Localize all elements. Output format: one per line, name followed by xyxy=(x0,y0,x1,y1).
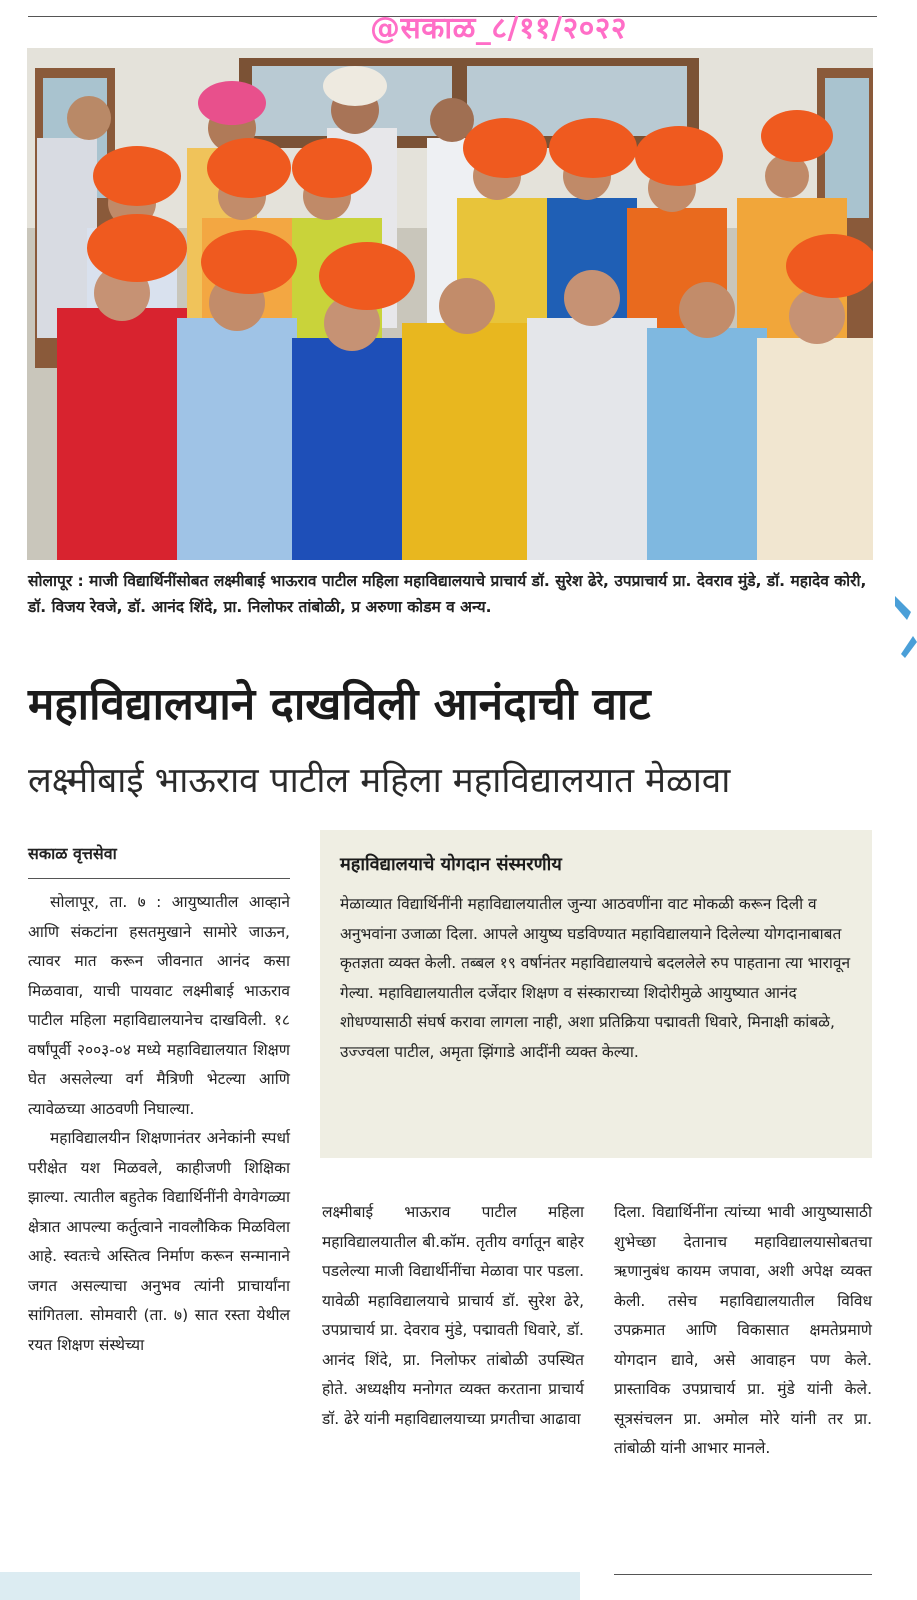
byline: सकाळ वृत्तसेवा xyxy=(28,844,117,863)
article-column-2 xyxy=(322,1198,584,1434)
byline-divider xyxy=(28,878,290,879)
headline: महाविद्यालयाने दाखविली आनंदाची वाट xyxy=(28,679,651,730)
article-paragraph: महाविद्यालयीन शिक्षणानंतर अनेकांनी स्पर्धा परीक्षेत यश मिळवले, काहीजणी शिक्षिका झाल्या. त्यातील बहुतेक विद्यार्थिनींनी वेगवेगळ्या क्षेत्रात आपल्या कर्तुत्वाने नावलौकिक मिळविला आहे. स्वतःचे अस्तित्व निर्माण करून सन्मानाने जगत असल्याचा अनुभव त्यांनी प्राचार्यांना सांगितला. सोमवारी (ता. ७) सात रस्ता येथील रयत शिक्षण संस्थेच्या xyxy=(28,1129,290,1354)
article-column-1 xyxy=(28,888,290,1360)
bottom-divider xyxy=(614,1574,872,1575)
article-paragraph: दिला. विद्यार्थिनींना त्यांच्या भावी आयुष्यासाठी शुभेच्छा देतानाच महाविद्यालयासोबतचा ऋणानुबंध कायम जपावा, अशी अपेक्ष व्यक्त केली. तसेच महाविद्यालयातील विविध उपक्रमात आणि विकासात क्षमतेप्रमाणे योगदान द्यावे, असे आवाहन पण केले. प्रास्ताविक उपप्राचार्य प्रा. मुंडे यांनी केले. सूत्रसंचलन प्रा. अमोल मोरे यांनी तर प्रा. तांबोळी यांनी आभार मानले. xyxy=(614,1203,872,1457)
photo-caption: सोलापूर : माजी विद्यार्थिनींसोबत लक्ष्मीबाई भाऊराव पाटील महिला महाविद्यालयाचे प्राचार्य डॉ. सुरेश ढेरे, उपप्राचार्य प्रा. देवराव मुंडे, डॉ. महादेव कोरी, डॉ. विजय रेवजे, डॉ. आनंद शिंदे, प्रा. निलोफर तांबोळी, प्र अरुणा कोडम व अन्य. xyxy=(28,572,867,616)
article-paragraph: लक्ष्मीबाई भाऊराव पाटील महिला महाविद्यालयातील बी.कॉम. तृतीय वर्गातून बाहेर पडलेल्या माजी विद्यार्थीनींचा मेळावा पार पडला. यावेळी महाविद्यालयाचे प्राचार्य डॉ. सुरेश ढेरे, उपप्राचार्य प्रा. देवराव मुंडे, पद्मावती धिवारे, डॉ. आनंद शिंदे, प्रा. निलोफर तांबोळी उपस्थित होते. अध्यक्षीय मनोगत व्यक्त करताना प्राचार्य डॉ. ढेरे यांनी महाविद्यालयाच्या प्रगतीचा आढावा xyxy=(322,1203,584,1428)
subheadline: लक्ष्मीबाई भाऊराव पाटील महिला महाविद्यालयात मेळावा xyxy=(28,761,731,801)
date-stamp: @सकाळ_८/११/२०२२ xyxy=(370,11,628,46)
sidebar-text: मेळाव्यात विद्यार्थिनींनी महाविद्यालयातील जुन्या आठवणींना वाट मोकळी करून दिली व अनुभवांना उजाळा दिला. आपले आयुष्य घडविण्यात महाविद्यालयाने दिलेल्या योगदानाबाबत कृतज्ञता व्यक्त केली. तब्बल १९ वर्षानंतर महाविद्यालयाचे बदललेले रुप पाहताना त्या भारावून गेल्या. महाविद्यालयातील दर्जेदार शिक्षण व संस्काराच्या शिदोरीमुळे आयुष्यात आनंद शोधण्यासाठी संघर्ष करावा लागला नाही, अशा प्रतिक्रिया पद्मावती धिवारे, मिनाक्षी कांबळे, उज्ज्वला पाटील, अमृता झिंगाडे आदींनी व्यक्त केल्या. xyxy=(340,895,851,1061)
article-paragraph: सोलापूर, ता. ७ : आयुष्यातील आव्हाने आणि संकटांना हसतमुखाने सामोरे जाऊन, त्यावर मात करून जीवनात आनंद कसा मिळवावा, याची पायवाट लक्ष्मीबाई भाऊराव पाटील महिला महाविद्यालयानेच दाखविली. १८ वर्षांपूर्वी २००३-०४ मध्ये महाविद्यालयात शिक्षण घेत असलेल्या वर्ग मैत्रिणी भेटल्या आणि त्यावेळच्या आठवणी निघाल्या. xyxy=(28,893,290,1118)
bottom-bar xyxy=(0,1572,580,1600)
pin-decoration-icon xyxy=(891,592,917,662)
article-column-3 xyxy=(614,1198,872,1464)
group-photo xyxy=(27,48,873,560)
sidebar-title: महाविद्यालयाचे योगदान संस्मरणीय xyxy=(340,854,562,875)
